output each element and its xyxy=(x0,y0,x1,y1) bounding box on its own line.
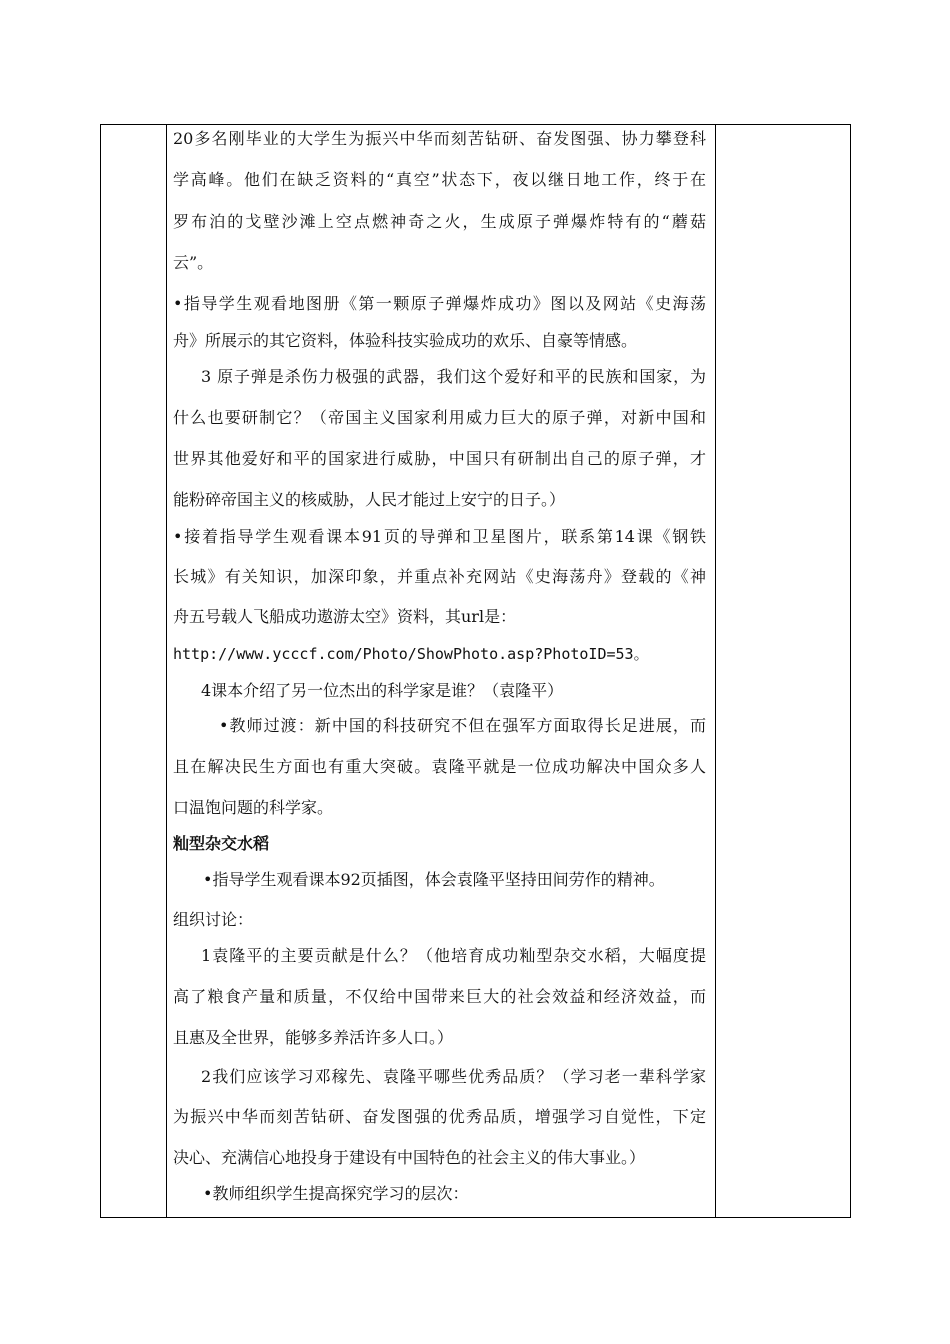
column-divider xyxy=(715,125,716,1217)
text-line: •接着指导学生观看课本91页的导弹和卫星图片，联系第14课《钢铁 xyxy=(173,527,706,546)
lesson-table xyxy=(100,124,851,1218)
text-line: 舟五号载人飞船成功遨游太空》资料，其url是： xyxy=(173,607,517,626)
text-line: 且惠及全世界，能够多养活许多人口。） xyxy=(173,1028,454,1047)
text-line: •指导学生观看课本92页插图，体会袁隆平坚持田间劳作的精神。 xyxy=(203,870,665,889)
text-line: 舟》所展示的其它资料，体验科技实验成功的欢乐、自豪等情感。 xyxy=(173,331,638,350)
text-line: 什么也要研制它？（帝国主义国家利用威力巨大的原子弹，对新中国和 xyxy=(173,408,706,427)
text-line: 罗布泊的戈壁沙滩上空点燃神奇之火，生成原子弹爆炸特有的“蘑菇 xyxy=(173,212,706,231)
column-divider xyxy=(166,125,167,1217)
text-line: •教师过渡：新中国的科技研究不但在强军方面取得长足进展，而 xyxy=(219,716,706,735)
text-line: 学高峰。他们在缺乏资料的“真空”状态下，夜以继日地工作，终于在 xyxy=(173,170,706,189)
text-line: •指导学生观看地图册《第一颗原子弹爆炸成功》图以及网站《史海荡 xyxy=(173,294,706,313)
text-line: 为振兴中华而刻苦钻研、奋发图强的优秀品质，增强学习自觉性，下定 xyxy=(173,1107,706,1126)
text-line: 20多名刚毕业的大学生为振兴中华而刻苦钻研、奋发图强、协力攀登科 xyxy=(173,129,706,148)
text-line: 组织讨论： xyxy=(173,910,254,929)
text-line: 2我们应该学习邓稼先、袁隆平哪些优秀品质？（学习老一辈科学家 xyxy=(201,1067,706,1086)
section-heading: 籼型杂交水稻 xyxy=(173,834,270,853)
text-line: 且在解决民生方面也有重大突破。袁隆平就是一位成功解决中国众多人 xyxy=(173,757,706,776)
text-line: 云”。 xyxy=(173,253,214,272)
text-line: 口温饱问题的科学家。 xyxy=(173,798,334,817)
text-line: 长城》有关知识，加深印象，并重点补充网站《史海荡舟》登载的《神 xyxy=(173,567,706,586)
text-line: •教师组织学生提高探究学习的层次： xyxy=(203,1184,469,1203)
text-line: 1袁隆平的主要贡献是什么？（他培育成功籼型杂交水稻，大幅度提 xyxy=(201,946,706,965)
url-text: http://www.ycccf.com/Photo/ShowPhoto.asp?PhotoID=53。 xyxy=(173,645,649,663)
text-line: 决心、充满信心地投身于建设有中国特色的社会主义的伟大事业。） xyxy=(173,1148,646,1167)
text-line: 4课本介绍了另一位杰出的科学家是谁？（袁隆平） xyxy=(201,681,564,700)
text-line: 3 原子弹是杀伤力极强的武器，我们这个爱好和平的民族和国家，为 xyxy=(201,367,706,386)
text-line: 高了粮食产量和质量，不仅给中国带来巨大的社会效益和经济效益，而 xyxy=(173,987,706,1006)
text-line: 世界其他爱好和平的国家进行威胁，中国只有研制出自己的原子弹，才 xyxy=(173,449,706,468)
text-line: 能粉碎帝国主义的核威胁，人民才能过上安宁的日子。） xyxy=(173,490,566,509)
